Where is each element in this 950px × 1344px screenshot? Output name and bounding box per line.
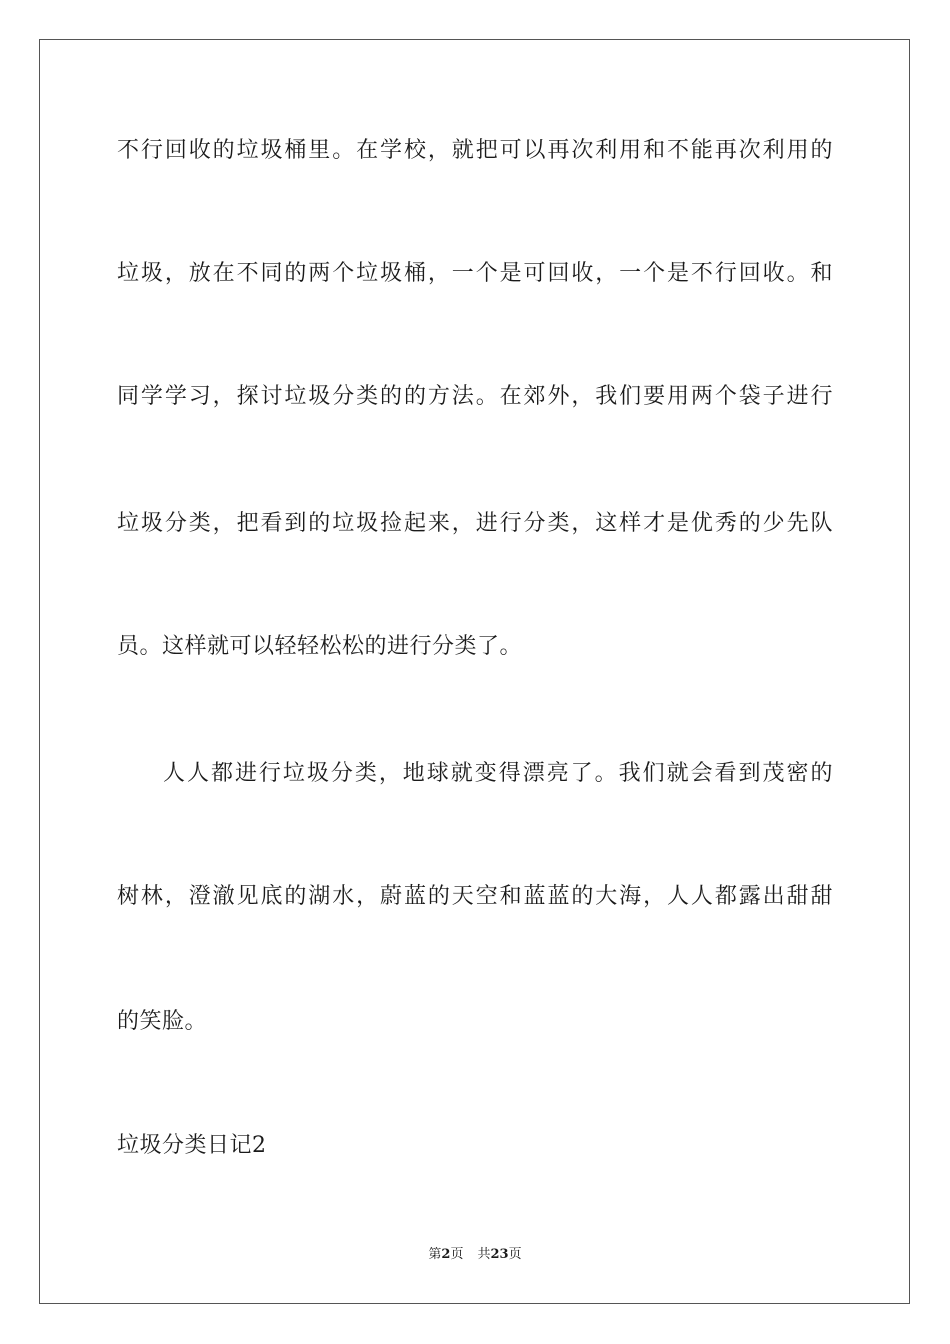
paragraph-line: 同学学习，探讨垃圾分类的的方法。在郊外，我们要用两个袋子进行 <box>117 384 833 409</box>
paragraph-line: 垃圾，放在不同的两个垃圾桶，一个是可回收，一个是不行回收。和 <box>117 261 833 286</box>
footer-page-suffix: 页 <box>450 1247 464 1262</box>
paragraph-line: 不行回收的垃圾桶里。在学校，就把可以再次利用和不能再次利用的 <box>117 138 833 163</box>
footer-total-prefix: 共 <box>477 1247 491 1262</box>
section-heading: 垃圾分类日记2 <box>117 1133 267 1158</box>
footer-page-number: 2 <box>441 1247 451 1262</box>
footer-total-pages: 23 <box>490 1247 509 1262</box>
paragraph-line: 树林，澄澈见底的湖水，蔚蓝的天空和蓝蓝的大海，人人都露出甜甜 <box>117 884 833 909</box>
page-border <box>39 39 910 1304</box>
paragraph-line: 员。这样就可以轻轻松松的进行分类了。 <box>117 634 523 659</box>
footer-total-suffix: 页 <box>508 1247 522 1262</box>
paragraph-line: 人人都进行垃圾分类，地球就变得漂亮了。我们就会看到茂密的 <box>163 761 833 786</box>
paragraph-line: 的笑脸。 <box>117 1009 208 1034</box>
footer-page-prefix: 第 <box>428 1247 442 1262</box>
paragraph-line: 垃圾分类，把看到的垃圾捡起来，进行分类，这样才是优秀的少先队 <box>117 511 833 536</box>
page-footer <box>0 1246 950 1264</box>
